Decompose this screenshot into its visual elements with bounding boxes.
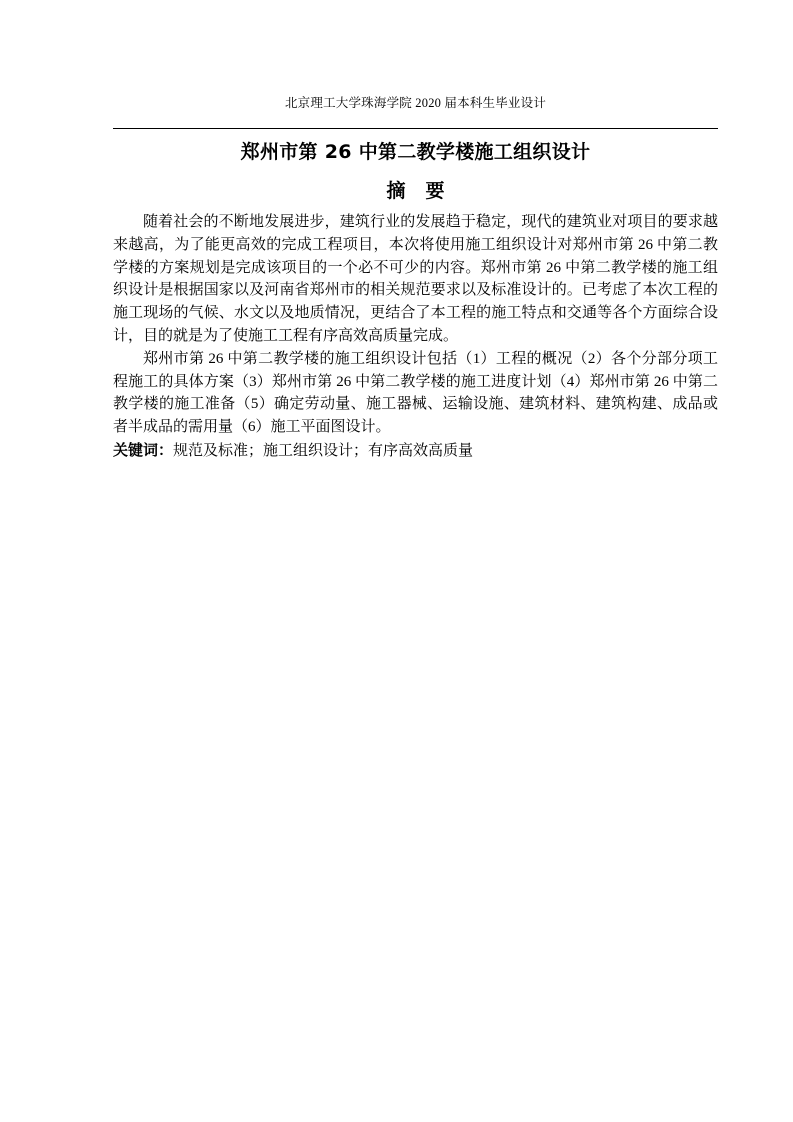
keywords-text: 规范及标准；施工组织设计；有序高效高质量 — [173, 442, 474, 459]
keywords-line — [113, 439, 718, 463]
abstract-paragraph-2: 郑州市第 26 中第二教学楼的施工组织设计包括（1）工程的概况（2）各个分部分项工程施工的具体方案（3）郑州市第 26 中第二教学楼的施工进度计划（4）郑州市第 26 中第二教学楼的施工准备（5）确定劳动量、施工器械、运输设施、建筑材料、建筑构建、成品或者半成品的需用量（6）施工平面图设计。 — [113, 350, 718, 436]
running-header: 北京理工大学珠海学院 2020 届本科生毕业设计 — [284, 96, 547, 110]
keywords-label: 关键词： — [113, 440, 174, 459]
header-divider — [113, 128, 718, 129]
abstract-heading: 摘要 — [386, 180, 465, 202]
document-title: 郑州市第 26 中第二教学楼施工组织设计 — [240, 141, 591, 163]
abstract-body — [113, 211, 718, 463]
abstract-paragraph-1: 随着社会的不断地发展进步，建筑行业的发展趋于稳定，现代的建筑业对项目的要求越来越高，为了能更高效的完成工程项目，本次将使用施工组织设计对郑州市第 26 中第二教学楼的方案规划是完成该项目的一个必不可少的内容。郑州市第 26 中第二教学楼的施工组织设计是根据国家以及河南省郑州市的相关规范要求以及标准设计的。已考虑了本次工程的施工现场的气候、水文以及地质情况，更结合了本工程的施工特点和交通等各个方面综合设计，目的就是为了使施工工程有序高效高质量完成。 — [113, 214, 718, 344]
